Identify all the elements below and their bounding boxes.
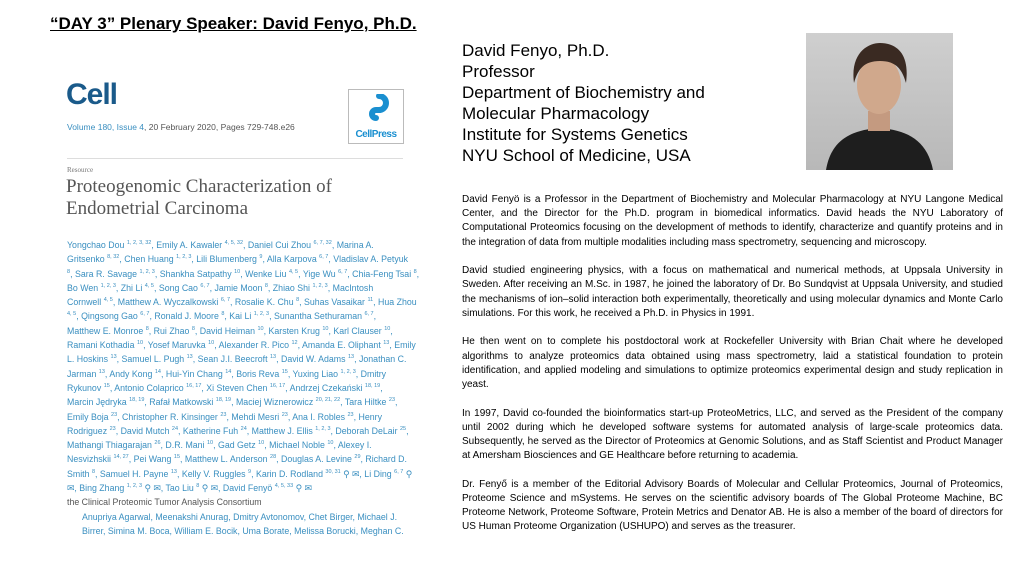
- author-name[interactable]: , Andy Kong: [104, 368, 153, 379]
- author-name[interactable]: , Antonio Colaprico: [109, 382, 184, 393]
- speaker-header: [462, 40, 705, 166]
- affiliation-number: 10: [258, 440, 265, 447]
- header-line: NYU School of Medicine, USA: [462, 146, 691, 165]
- affiliation-number: 8: [264, 282, 268, 289]
- affiliation-number: 14, 27: [113, 454, 129, 461]
- affiliation-number: 6, 7: [364, 311, 374, 318]
- author-name[interactable]: , Karin D. Rodland: [251, 468, 323, 479]
- affiliation-number: 30, 31: [325, 468, 341, 475]
- author-line: [67, 438, 419, 452]
- author-name[interactable]: ⚲ ✉: [293, 483, 312, 494]
- bio-paragraph: He then went on to complete his postdoctoral work at Rockefeller University with Brian Chait where he developed algorithms to analyze proteomics data obtained using mass spectrometry, laid a statistical foundation to protein identification, and applied modeling and simulations to optimize proteomics experimental design and study replication in yeast.: [462, 336, 1003, 391]
- author-name[interactable]: ,: [395, 397, 398, 408]
- author-name[interactable]: , Wenke Liu: [240, 268, 287, 279]
- affiliation-number: 16, 17: [269, 382, 286, 389]
- affiliation-number: 9: [259, 254, 263, 261]
- affiliation-number: 1, 2, 3: [139, 268, 155, 275]
- affiliation-number: 4, 5: [144, 282, 154, 289]
- affiliation-number: 18, 19: [364, 382, 381, 389]
- author-name[interactable]: , Emily A. Kawaler: [151, 240, 223, 250]
- author-name[interactable]: , Ronald J. Moore: [149, 311, 219, 322]
- cellpress-icon: [363, 94, 391, 124]
- volume-link[interactable]: Volume 180, Issue 4: [67, 122, 145, 132]
- author-line: [67, 238, 419, 252]
- author-name[interactable]: , Yige Wu: [298, 268, 336, 279]
- affiliation-number: 4, 5: [288, 268, 299, 275]
- author-name[interactable]: ,: [416, 268, 420, 279]
- affiliation-number: 18, 19: [215, 397, 232, 404]
- affiliation-number: 15: [281, 368, 288, 375]
- author-name[interactable]: , Gad Getz: [213, 440, 256, 451]
- author-name[interactable]: , Xi Steven Chen: [201, 382, 268, 393]
- affiliation-number: 6, 7: [319, 254, 329, 261]
- author-name[interactable]: , Yuxing Liao: [287, 368, 339, 379]
- author-name[interactable]: Rykunov: [67, 382, 102, 393]
- author-line: [67, 252, 419, 266]
- author-name[interactable]: , David Mutch: [115, 425, 170, 436]
- author-name[interactable]: , Shankha Satpathy: [154, 268, 232, 279]
- author-name[interactable]: , Dmitry: [355, 368, 387, 379]
- author-name[interactable]: , Matthew J. Ellis: [246, 425, 313, 436]
- affiliation-number: 1, 2, 3: [126, 483, 143, 490]
- affiliation-number: 1, 2, 3: [176, 254, 192, 261]
- affiliation-number: 23: [220, 411, 227, 418]
- author-name[interactable]: , Kai Li: [224, 311, 252, 322]
- affiliation-number: 25: [399, 425, 407, 432]
- article-type: Resource: [67, 166, 94, 174]
- header-line: Molecular Pharmacology: [462, 104, 650, 123]
- author-name[interactable]: , Karl Clauser: [328, 325, 382, 336]
- article-title: Proteogenomic Characterization of Endometrial Carcinoma: [66, 176, 332, 219]
- affiliation-number: 8, 32: [107, 254, 120, 261]
- affiliation-number: 12: [291, 340, 298, 347]
- bio-paragraph: Dr. Fenyő is a member of the Editorial Advisory Boards of Molecular and Cellular Proteomics, Journal of Proteomics, Proteome Science and mSystems. He serves on the scientific advisory boards of The Global Proteome Machine, BC Proteome Network, Proteome Software, Protein Metrics and Denator AB. He is also a member of the board of directors for US Human Proteome Organization (USHUPO) and serves as the treasurer.: [462, 478, 1003, 533]
- header-line: David Fenyo, Ph.D.: [462, 41, 610, 60]
- author-name[interactable]: Nesvizhskii: [67, 454, 111, 465]
- affiliation-number: 6, 7: [200, 282, 210, 289]
- author-name[interactable]: Mathangi Thiagarajan: [67, 440, 152, 451]
- speaker-biography: [462, 193, 1003, 549]
- affiliation-number: 4, 5, 32: [224, 240, 244, 246]
- affiliation-number: 1, 2, 3: [312, 282, 328, 289]
- author-line: [67, 309, 419, 323]
- affiliation-number: 8: [221, 311, 225, 318]
- affiliation-number: 10: [257, 325, 264, 332]
- author-name[interactable]: ,: [390, 325, 393, 336]
- affiliation-number: 28: [270, 454, 277, 461]
- author-name[interactable]: , Vladislav A. Petyuk: [328, 254, 409, 265]
- author-name[interactable]: Cornwell: [67, 297, 102, 308]
- author-name[interactable]: Smith: [67, 468, 90, 479]
- author-name[interactable]: , Katherine Fuh: [178, 425, 239, 436]
- author-line: [67, 452, 419, 466]
- divider: [67, 158, 403, 159]
- author-name[interactable]: , Jamie Moon: [209, 282, 263, 293]
- author-name[interactable]: ⚲ ✉, Li Ding: [340, 468, 392, 479]
- affiliation-number: 23: [347, 411, 354, 418]
- author-name[interactable]: , Chen Huang: [119, 254, 174, 265]
- author-name[interactable]: , Lili Blumenberg: [191, 254, 257, 265]
- cellpress-logo: [348, 89, 404, 144]
- author-name[interactable]: , Alexey I.: [333, 440, 372, 451]
- author-name[interactable]: , Rui Zhao: [148, 325, 190, 336]
- affiliation-number: 23: [111, 411, 118, 418]
- affiliation-number: 6, 7: [220, 297, 231, 304]
- author-line: [67, 352, 419, 366]
- affiliation-number: 8: [91, 468, 96, 475]
- affiliation-number: 1, 2, 3: [340, 368, 356, 375]
- author-name[interactable]: , Matthew A. Wyczalkowski: [112, 297, 219, 308]
- affiliation-number: 15: [173, 454, 181, 461]
- paper-screenshot: [62, 70, 420, 570]
- author-name[interactable]: , Zhiao Shi: [267, 282, 310, 293]
- cellpress-text: CellPress: [355, 129, 397, 140]
- person-portrait-icon: [806, 33, 953, 170]
- volume-info: [67, 122, 295, 132]
- author-name[interactable]: , Karsten Krug: [263, 325, 320, 336]
- affiliation-number: 6, 7: [338, 268, 348, 275]
- affiliation-number: 24: [240, 425, 247, 432]
- affiliation-number: 18, 19: [129, 397, 145, 404]
- bio-paragraph: David Fenyö is a Professor in the Department of Biochemistry and Molecular Pharmacology at NYU Langone Medical Center, and the Director for the Ph.D. program in biomedical informatics. David heads the NYU Laboratory of Computational Proteomics focusing on the development of methods to identify, characterize and quantify proteins and in the integration of data from multiple modalities including mass spectrometry, sequencing and microscopy.: [462, 194, 1003, 248]
- affiliation-number: 8: [413, 268, 417, 275]
- author-name[interactable]: , David Heiman: [194, 325, 256, 336]
- author-name[interactable]: , Henry: [353, 411, 382, 422]
- author-line: [67, 267, 419, 281]
- author-name[interactable]: , Marina A.: [331, 240, 374, 250]
- author-name[interactable]: Ramani Kothadia: [67, 340, 135, 351]
- author-name[interactable]: , Mehdi Mesri: [226, 411, 280, 422]
- author-name[interactable]: , Hua Zhou: [373, 297, 417, 308]
- author-name[interactable]: Gritsenko: [67, 254, 105, 265]
- author-name[interactable]: Yongchao Dou: [67, 240, 125, 250]
- author-name[interactable]: , Michael Noble: [264, 440, 325, 451]
- author-line: [67, 467, 419, 481]
- cell-journal-logo: Cell: [66, 78, 118, 111]
- author-name[interactable]: , Sunantha Sethuraman: [269, 311, 362, 322]
- author-name[interactable]: , Rosalie K. Chu: [230, 297, 294, 308]
- affiliation-number: 1, 2, 3: [100, 282, 116, 289]
- author-name[interactable]: , Samuel L. Pugh: [116, 354, 185, 365]
- author-name[interactable]: , Song Cao: [153, 282, 198, 293]
- author-line: [67, 424, 419, 438]
- affiliation-number: 24: [171, 425, 179, 432]
- author-name[interactable]: , Suhas Vasaikar: [299, 297, 365, 308]
- bio-paragraph: In 1997, David co-founded the bioinformatics start-up ProteoMetrics, LLC, and served as the President of the company until 2002 during which he developed software systems for automated analysis of large-scale proteomics data. Subsequently, he served as the Director of Proteomics at Genomic Solutions, and as Staff Scientist and Product Manager at Amersham Biosciences and GE Healthcare before returning to academia.: [462, 407, 1003, 462]
- affiliation-number: 9: [248, 468, 252, 475]
- author-name[interactable]: , Ana I. Robles: [287, 411, 346, 422]
- affiliation-number: 1, 2, 3, 32: [126, 240, 152, 246]
- affiliation-number: 29: [354, 454, 361, 461]
- affiliation-number: 13: [170, 468, 177, 475]
- affiliation-number: 13: [98, 368, 105, 375]
- author-name[interactable]: L. Hoskins: [67, 354, 109, 365]
- affiliation-number: 10: [208, 340, 215, 347]
- author-line: [67, 324, 419, 338]
- author-line: [67, 295, 419, 309]
- author-name[interactable]: , Deborah DeLair: [330, 425, 398, 436]
- affiliation-number: 10: [384, 325, 391, 332]
- author-line: [67, 381, 419, 395]
- author-name[interactable]: , Alla Karpova: [262, 254, 317, 265]
- affiliation-number: 10: [327, 440, 334, 447]
- affiliation-number: 23: [109, 425, 116, 432]
- author-name[interactable]: Emily Boja: [67, 411, 109, 422]
- author-line: [67, 281, 419, 295]
- affiliation-number: 20, 21, 22: [315, 397, 341, 404]
- author-name[interactable]: , Sean J.I. Beecroft: [192, 354, 268, 365]
- affiliation-number: 13: [383, 340, 390, 347]
- affiliation-number: 11: [367, 297, 374, 304]
- affiliation-number: 8: [145, 325, 149, 332]
- author-line: [67, 367, 419, 381]
- author-name[interactable]: , Zhi Li: [115, 282, 143, 293]
- author-line: [67, 395, 419, 409]
- author-name[interactable]: , Emily: [389, 340, 416, 351]
- author-name[interactable]: , Qingsong Gao: [76, 311, 138, 322]
- affiliation-number: 8: [191, 325, 195, 332]
- author-name[interactable]: , David W. Adams: [276, 354, 346, 365]
- author-name[interactable]: , Hui-Yin Chang: [160, 368, 223, 379]
- affiliation-number: 13: [347, 354, 355, 361]
- affiliation-number: 10: [322, 325, 329, 332]
- consortium-name: the Clinical Proteomic Tumor Analysis Consortium: [67, 497, 262, 508]
- author-name[interactable]: , Jonathan C.: [354, 354, 407, 365]
- affiliation-number: 13: [110, 354, 117, 361]
- author-name[interactable]: , MacIntosh: [327, 282, 374, 293]
- bio-paragraph: David studied engineering physics, with a focus on mathematical and numerical methods, at Uppsala University in Sweden. After receiving an M.Sc. in 1987, he joined the laboratory of Dr. Bo Sundqvist at Uppsala University, and studied the mechanisms of ion–solid interaction both experimentally, theoretically and using molecular dynamics and Monte Carlo simulations. For this work, he received a Ph.D. in Physics in 1991.: [462, 265, 1003, 319]
- affiliation-number: 4, 5: [103, 297, 113, 304]
- affiliation-number: 10: [206, 440, 214, 447]
- author-name[interactable]: , Samuel H. Payne: [95, 468, 169, 479]
- consortium-members: Birrer, Simina M. Boca, William E. Bocik, Uma Borate, Melissa Borucki, Meghan C.: [82, 525, 404, 536]
- author-name[interactable]: , Amanda E. Oliphant: [297, 340, 381, 351]
- author-name[interactable]: , Kelly V. Ruggles: [176, 468, 246, 479]
- author-name[interactable]: Matthew E. Monroe: [67, 325, 144, 336]
- author-name[interactable]: , Andrzej Czekański: [285, 382, 363, 393]
- author-name[interactable]: Rodriguez: [67, 425, 108, 436]
- author-name[interactable]: , D.R. Mani: [160, 440, 205, 451]
- author-name[interactable]: , Boris Reva: [231, 368, 280, 379]
- affiliation-number: 14: [225, 368, 232, 375]
- affiliation-number: 1, 2, 3: [253, 311, 270, 318]
- author-line: [67, 410, 419, 424]
- affiliation-number: 6, 7: [394, 468, 404, 475]
- affiliation-number: 1, 2, 3: [315, 425, 331, 432]
- author-name[interactable]: ,: [373, 311, 377, 322]
- author-name[interactable]: ,: [406, 425, 409, 436]
- author-name[interactable]: ⚲ ✉, David Fenyö: [199, 483, 273, 494]
- slide-title: “DAY 3” Plenary Speaker: David Fenyo, Ph.D.: [50, 14, 417, 33]
- header-line: Professor: [462, 62, 535, 81]
- affiliation-number: 26: [154, 440, 161, 447]
- author-name[interactable]: ⚲ ✉, Tao Liu: [142, 483, 194, 494]
- affiliation-number: 23: [281, 411, 288, 418]
- author-line: [67, 338, 419, 352]
- author-name[interactable]: , Douglas A. Levine: [276, 454, 352, 465]
- affiliation-number: 10: [234, 268, 241, 275]
- header-line: Institute for Systems Genetics: [462, 125, 688, 144]
- header-line: Department of Biochemistry and: [462, 83, 705, 102]
- affiliation-number: 8: [196, 483, 200, 490]
- author-name[interactable]: , Tara Hiltke: [340, 397, 387, 408]
- affiliation-number: 13: [269, 354, 277, 361]
- author-name[interactable]: , Pei Wang: [128, 454, 172, 465]
- affiliation-number: 15: [103, 382, 110, 389]
- author-name[interactable]: , Daniel Cui Zhou: [243, 240, 311, 250]
- author-name[interactable]: , Matthew L. Anderson: [180, 454, 268, 465]
- author-name[interactable]: , Maciej Wiznerowicz: [231, 397, 314, 408]
- author-name[interactable]: Bo Wen: [67, 282, 99, 293]
- consortium-members: Anupriya Agarwal, Meenakshi Anurag, Dmitry Avtonomov, Chet Birger, Michael J.: [82, 511, 398, 522]
- affiliation-number: 13: [186, 354, 193, 361]
- affiliation-number: 16, 17: [186, 382, 202, 389]
- affiliation-number: 14: [154, 368, 161, 375]
- author-name[interactable]: , Alexander R. Pico: [214, 340, 290, 351]
- affiliation-number: 4, 5: [67, 311, 77, 318]
- affiliation-number: 10: [136, 340, 144, 347]
- author-name[interactable]: , Yosef Maruvka: [143, 340, 206, 351]
- affiliation-number: 8: [296, 297, 300, 304]
- author-name[interactable]: , Chia-Feng Tsai: [347, 268, 412, 279]
- affiliation-number: 23: [388, 397, 396, 404]
- author-name[interactable]: , Rafał Matkowski: [144, 397, 214, 408]
- affiliation-number: 4, 5, 33: [274, 483, 294, 490]
- author-line: [67, 481, 419, 495]
- affiliation-number: 6, 7: [140, 311, 150, 318]
- author-name[interactable]: ⚲: [403, 468, 413, 479]
- author-name[interactable]: , Christopher R. Kinsinger: [117, 411, 218, 422]
- author-name[interactable]: ✉, Bing Zhang: [67, 483, 125, 494]
- author-name[interactable]: , Sara R. Savage: [70, 268, 138, 279]
- speaker-photo: [806, 33, 953, 170]
- affiliation-number: 8: [67, 268, 71, 275]
- author-name[interactable]: ,: [380, 382, 383, 393]
- author-name[interactable]: Marcin Jędryka: [67, 397, 127, 408]
- volume-details: , 20 February 2020, Pages 729-748.e26: [144, 122, 295, 132]
- author-name[interactable]: Jarman: [67, 368, 97, 379]
- affiliation-number: 6, 7, 32: [313, 240, 332, 246]
- author-name[interactable]: , Richard D.: [360, 454, 407, 465]
- author-list: [67, 238, 419, 538]
